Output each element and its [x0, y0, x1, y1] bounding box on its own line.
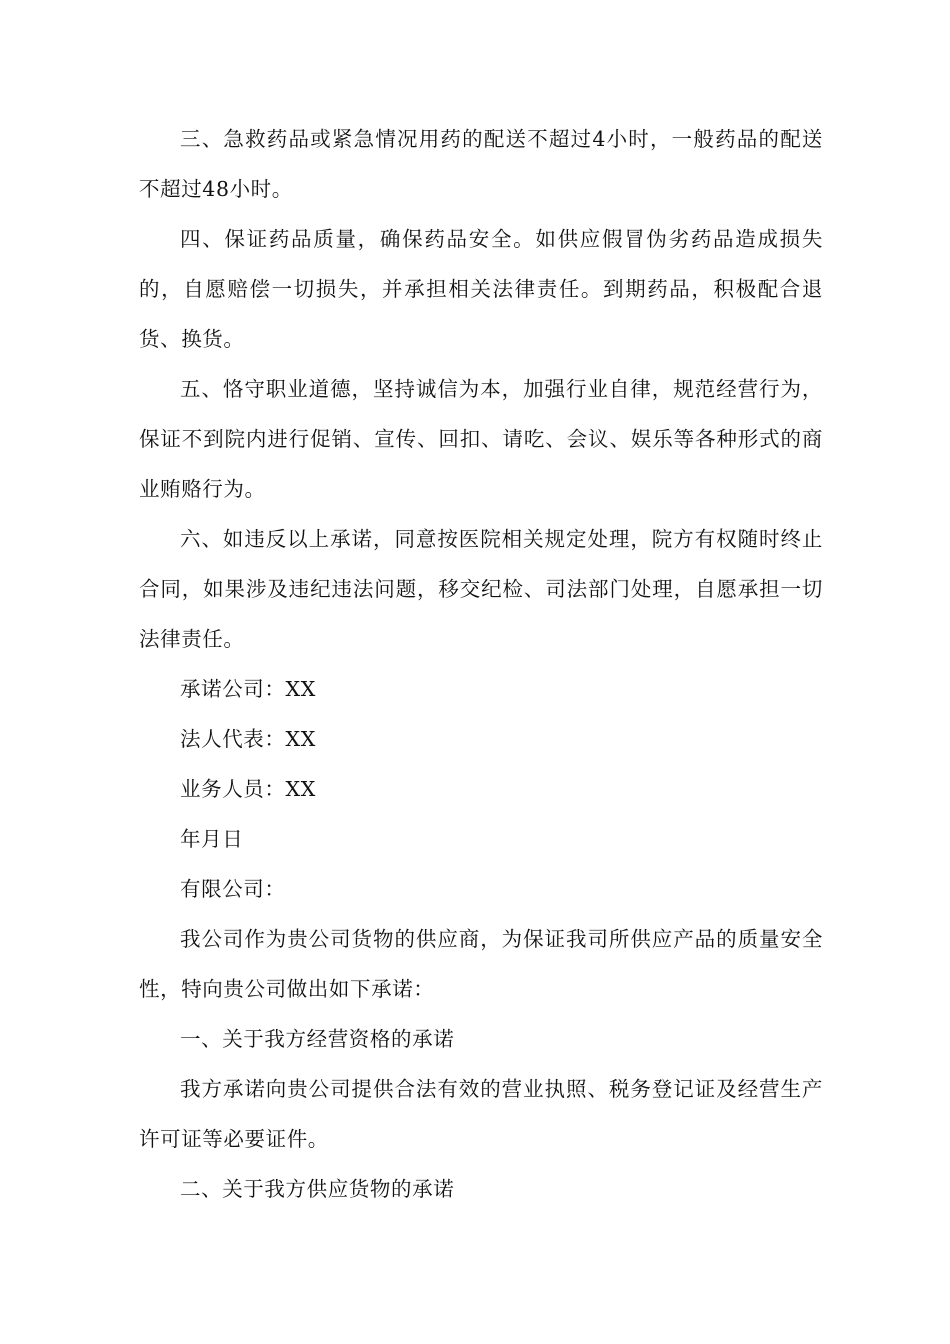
paragraph-item-5-ethics: 五、恪守职业道德，坚持诚信为本，加强行业自律，规范经营行为，保证不到院内进行促销、宣传、回扣、请吃、会议、娱乐等各种形式的商业贿赂行为。 [139, 377, 823, 501]
signature-date: 年月日 [180, 827, 244, 851]
section-heading-goods: 二、关于我方供应货物的承诺 [180, 1177, 455, 1201]
letter-salutation: 有限公司： [180, 877, 286, 901]
paragraph-item-6-violation: 六、如违反以上承诺，同意按医院相关规定处理，院方有权随时终止合同，如果涉及违纪违法问题，移交纪检、司法部门处理，自愿承担一切法律责任。 [139, 527, 823, 651]
letter-intro: 我公司作为贵公司货物的供应商，为保证我司所供应产品的质量安全性，特向贵公司做出如下承诺： [139, 927, 823, 1001]
paragraph-item-3-delivery: 三、急救药品或紧急情况用药的配送不超过4小时，一般药品的配送不超过48小时。 [139, 127, 823, 201]
section-body-qualification: 我方承诺向贵公司提供合法有效的营业执照、税务登记证及经营生产许可证等必要证件。 [139, 1077, 823, 1151]
signature-company: 承诺公司：XX [180, 677, 316, 701]
document-page [139, 114, 823, 1214]
signature-legal-rep: 法人代表：XX [180, 727, 316, 751]
paragraph-item-4-quality: 四、保证药品质量，确保药品安全。如供应假冒伪劣药品造成损失的，自愿赔偿一切损失，并承担相关法律责任。到期药品，积极配合退货、换货。 [139, 227, 823, 351]
signature-staff: 业务人员：XX [180, 777, 316, 801]
section-heading-qualification: 一、关于我方经营资格的承诺 [180, 1027, 455, 1051]
